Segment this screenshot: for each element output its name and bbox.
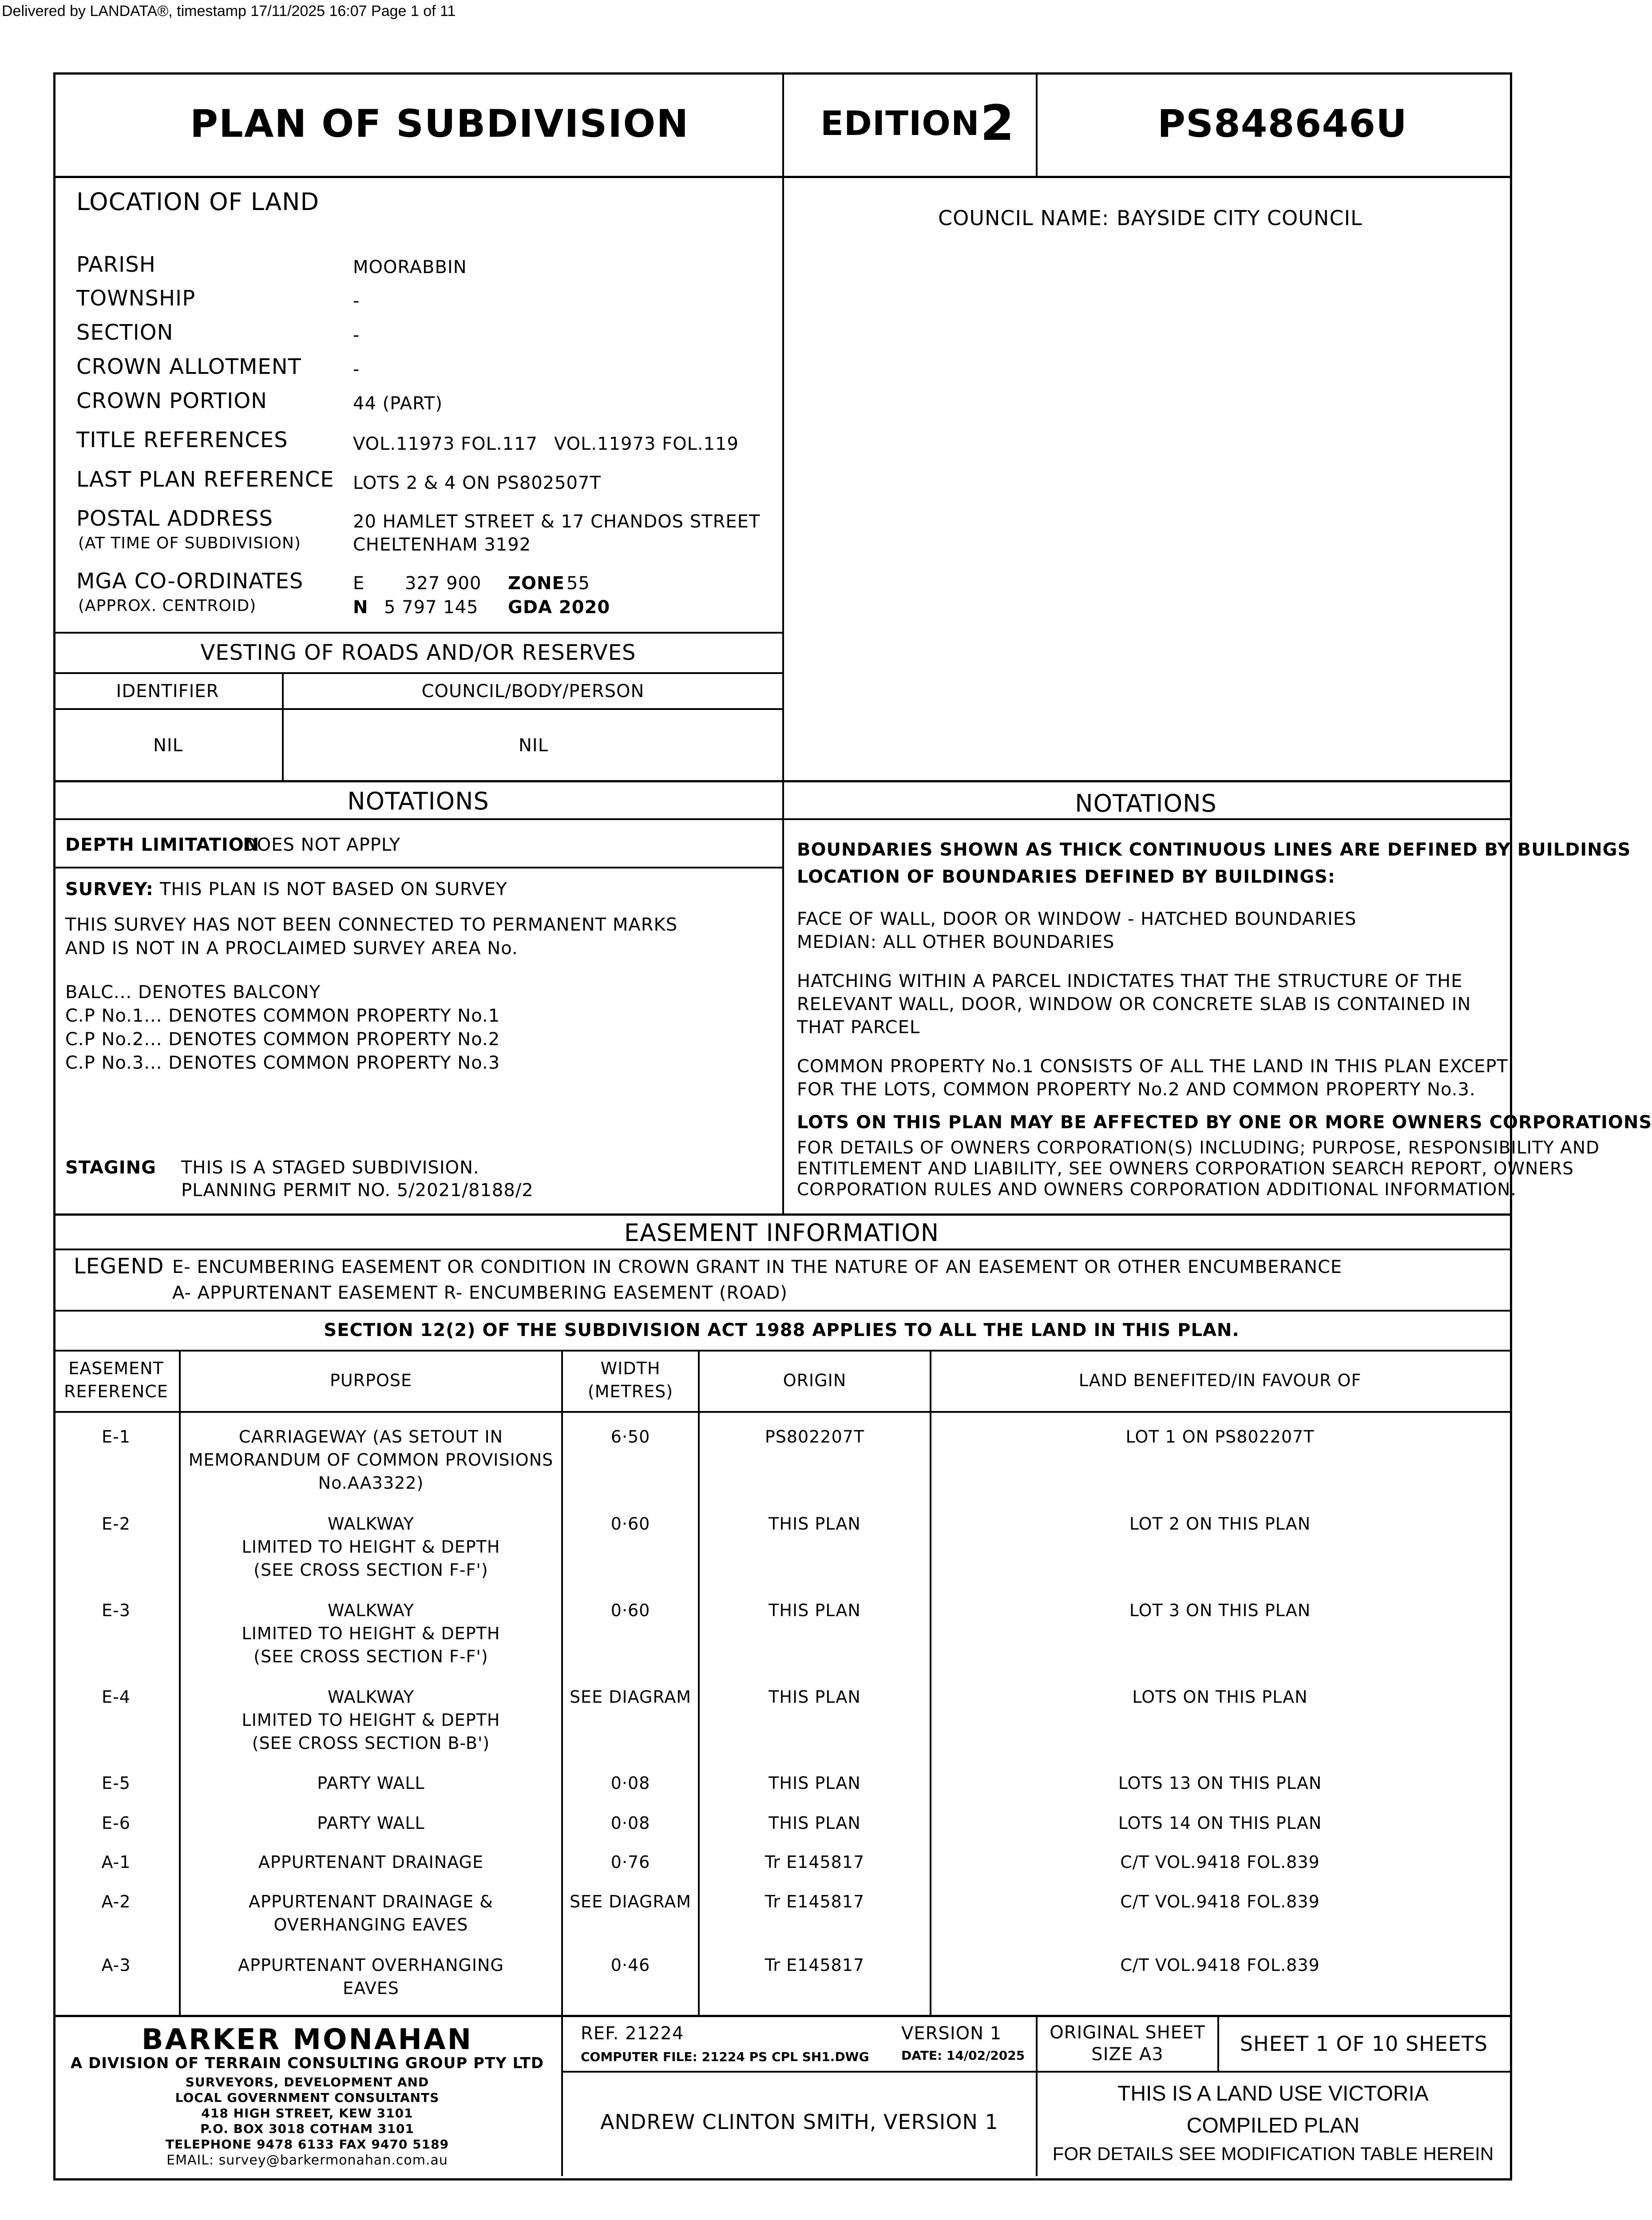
edition-label: EDITION bbox=[820, 103, 980, 143]
hatching-note-line2: RELEVANT WALL, DOOR, WINDOW OR CONCRETE SLAB IS CONTAINED IN bbox=[797, 994, 1471, 1015]
section-12-note: SECTION 12(2) OF THE SUBDIVISION ACT 1988 APPLIES TO ALL THE LAND IN THIS PLAN. bbox=[324, 1320, 1240, 1340]
median-note: MEDIAN: ALL OTHER BOUNDARIES bbox=[797, 932, 1115, 952]
easement-origin: Tr E145817 bbox=[765, 1892, 865, 1911]
vesting-col-council: COUNCIL/BODY/PERSON bbox=[421, 681, 645, 702]
postal-address-label: POSTAL ADDRESS bbox=[76, 506, 273, 531]
easement-width: 0·08 bbox=[610, 1813, 650, 1833]
divider bbox=[53, 176, 1510, 178]
divider bbox=[53, 1213, 1510, 1216]
version: VERSION 1 bbox=[901, 2023, 1002, 2044]
legend-label: LEGEND bbox=[74, 1254, 164, 1279]
depth-limitation-label: DEPTH LIMITATION bbox=[65, 835, 260, 855]
vesting-heading: VESTING OF ROADS AND/OR RESERVES bbox=[200, 640, 636, 665]
staging-line1: THIS IS A STAGED SUBDIVISION. bbox=[181, 1158, 479, 1178]
divider bbox=[930, 1350, 931, 2016]
crown-allotment-label: CROWN ALLOTMENT bbox=[76, 354, 301, 379]
firm-line2: LOCAL GOVERNMENT CONSULTANTS bbox=[175, 2090, 440, 2105]
divider bbox=[53, 1350, 1510, 1352]
boundaries-location-note: LOCATION OF BOUNDARIES DEFINED BY BUILDINGS: bbox=[797, 867, 1335, 887]
column-header-reference: EASEMENT REFERENCE bbox=[64, 1359, 168, 1401]
easement-reference: A-1 bbox=[101, 1852, 131, 1872]
easement-land-benefited: LOT 2 ON THIS PLAN bbox=[1129, 1514, 1311, 1534]
easement-origin: THIS PLAN bbox=[769, 1773, 861, 1793]
easement-width: SEE DIAGRAM bbox=[569, 1892, 692, 1911]
easement-origin: THIS PLAN bbox=[769, 1514, 861, 1534]
reference-number: REF. 21224 bbox=[581, 2023, 684, 2044]
zone-value: 55 bbox=[567, 573, 590, 594]
easement-land-benefited: LOTS ON THIS PLAN bbox=[1132, 1687, 1308, 1707]
divider bbox=[53, 867, 783, 868]
vesting-council-value: NIL bbox=[519, 735, 549, 756]
notations-left-heading: NOTATIONS bbox=[347, 787, 489, 815]
original-sheet-label: ORIGINAL SHEET bbox=[1050, 2022, 1205, 2043]
survey-note-line1: THIS SURVEY HAS NOT BEEN CONNECTED TO PERMANENT MARKS bbox=[65, 915, 678, 935]
title-reference-2: VOL.11973 FOL.119 bbox=[554, 434, 739, 454]
boundaries-note: BOUNDARIES SHOWN AS THICK CONTINUOUS LINES ARE DEFINED BY BUILDINGS bbox=[797, 840, 1631, 860]
firm-line4: P.O. BOX 3018 COTHAM 3101 bbox=[200, 2121, 414, 2136]
easement-land-benefited: C/T VOL.9418 FOL.839 bbox=[1120, 1892, 1320, 1911]
divider bbox=[53, 780, 1510, 782]
easement-reference: E-5 bbox=[102, 1773, 131, 1793]
gda-label: GDA 2020 bbox=[508, 597, 610, 618]
council-name: BAYSIDE CITY COUNCIL bbox=[1117, 206, 1363, 230]
parish-value: MOORABBIN bbox=[353, 257, 467, 278]
location-heading: LOCATION OF LAND bbox=[76, 188, 320, 216]
easement-purpose: PARTY WALL bbox=[317, 1773, 425, 1793]
owners-corporation-line1: FOR DETAILS OF OWNERS CORPORATION(S) INCLUDING; PURPOSE, RESPONSIBILITY AND bbox=[797, 1138, 1600, 1158]
firm-name: BARKER MONAHAN bbox=[141, 2023, 473, 2056]
easement-purpose: APPURTENANT DRAINAGE bbox=[258, 1852, 484, 1872]
easement-purpose: PARTY WALL bbox=[317, 1813, 425, 1833]
crown-allotment-value: - bbox=[353, 359, 360, 380]
crown-portion-label: CROWN PORTION bbox=[76, 388, 268, 413]
crown-portion-value: 44 (PART) bbox=[353, 393, 443, 414]
sheet-count: SHEET 1 OF 10 SHEETS bbox=[1240, 2032, 1488, 2056]
hatching-note-line1: HATCHING WITHIN A PARCEL INDICTATES THAT THE STRUCTURE OF THE bbox=[797, 971, 1463, 991]
easement-reference: A-2 bbox=[101, 1892, 131, 1911]
section-value: - bbox=[353, 325, 360, 345]
easement-purpose: CARRIAGEWAY (AS SETOUT IN MEMORANDUM OF COMMON PROVISIONS No.AA3322) bbox=[188, 1427, 554, 1493]
column-header-land-benefited: LAND BENEFITED/IN FAVOUR OF bbox=[1078, 1371, 1362, 1390]
postal-address-sublabel: (AT TIME OF SUBDIVISION) bbox=[78, 534, 301, 552]
computer-file: COMPUTER FILE: 21224 PS CPL SH1.DWG bbox=[581, 2050, 869, 2064]
easement-origin: Tr E145817 bbox=[765, 1955, 865, 1975]
northing-label: N bbox=[353, 597, 368, 618]
edition-number: 2 bbox=[980, 95, 1015, 151]
easement-width: 6·50 bbox=[610, 1427, 650, 1447]
easement-origin: Tr E145817 bbox=[765, 1852, 865, 1872]
depth-limitation-value: DOES NOT APPLY bbox=[243, 835, 401, 855]
land-use-victoria-line2: COMPILED PLAN bbox=[1186, 2114, 1360, 2137]
delivery-header: Delivered by LANDATA®, timestamp 17/11/2025 16:07 Page 1 of 11 bbox=[2, 3, 456, 20]
divider bbox=[1036, 72, 1038, 176]
easement-origin: THIS PLAN bbox=[769, 1687, 861, 1707]
easement-purpose: WALKWAY LIMITED TO HEIGHT & DEPTH (SEE CROSS SECTION F-F') bbox=[242, 1601, 500, 1666]
divider bbox=[782, 780, 784, 1214]
easement-origin: THIS PLAN bbox=[769, 1813, 861, 1833]
council-label: COUNCIL NAME: bbox=[938, 206, 1109, 230]
township-value: - bbox=[353, 291, 360, 311]
owners-corporation-note: LOTS ON THIS PLAN MAY BE AFFECTED BY ONE OR MORE OWNERS CORPORATIONS bbox=[797, 1112, 1652, 1133]
column-header-width: WIDTH (METRES) bbox=[587, 1359, 673, 1401]
staging-label: STAGING bbox=[65, 1158, 156, 1178]
parish-label: PARISH bbox=[76, 252, 156, 277]
divider bbox=[53, 818, 1510, 820]
divider bbox=[561, 2015, 563, 2176]
common-property-2-notation: C.P No.2... DENOTES COMMON PROPERTY No.2 bbox=[65, 1029, 500, 1050]
divider bbox=[782, 72, 784, 782]
easement-width: 0·60 bbox=[610, 1514, 650, 1534]
original-sheet-size: SIZE A3 bbox=[1091, 2044, 1164, 2065]
easement-origin: THIS PLAN bbox=[769, 1601, 861, 1620]
easement-purpose: WALKWAY LIMITED TO HEIGHT & DEPTH (SEE CROSS SECTION F-F') bbox=[242, 1514, 500, 1580]
easement-reference: E-4 bbox=[102, 1687, 131, 1707]
postal-address-line2: CHELTENHAM 3192 bbox=[353, 535, 531, 555]
easement-width: 0·76 bbox=[610, 1852, 650, 1872]
divider bbox=[53, 2015, 1510, 2017]
face-of-wall-note: FACE OF WALL, DOOR OR WINDOW - HATCHED BOUNDARIES bbox=[797, 909, 1357, 929]
staging-line2: PLANNING PERMIT NO. 5/2021/8188/2 bbox=[181, 1180, 534, 1201]
mga-label: MGA CO-ORDINATES bbox=[76, 569, 304, 594]
easement-width: 0·46 bbox=[610, 1955, 650, 1975]
common-property-note-line2: FOR THE LOTS, COMMON PROPERTY No.2 AND COMMON PROPERTY No.3. bbox=[797, 1079, 1476, 1100]
last-plan-label: LAST PLAN REFERENCE bbox=[76, 467, 334, 492]
easement-land-benefited: LOTS 13 ON THIS PLAN bbox=[1118, 1773, 1322, 1793]
divider bbox=[698, 1350, 700, 2016]
common-property-3-notation: C.P No.3... DENOTES COMMON PROPERTY No.3 bbox=[65, 1053, 500, 1073]
notations-right-heading: NOTATIONS bbox=[1075, 789, 1217, 817]
column-header-purpose: PURPOSE bbox=[329, 1371, 412, 1390]
zone-label: ZONE bbox=[508, 573, 565, 594]
divider bbox=[561, 1350, 563, 2016]
easement-purpose: WALKWAY LIMITED TO HEIGHT & DEPTH (SEE CROSS SECTION B-B') bbox=[242, 1687, 500, 1753]
divider bbox=[53, 1310, 1510, 1312]
firm-line1: SURVEYORS, DEVELOPMENT AND bbox=[185, 2075, 429, 2089]
easement-origin: PS802207T bbox=[765, 1427, 865, 1447]
easement-reference: E-1 bbox=[102, 1427, 131, 1447]
divider bbox=[53, 632, 783, 634]
divider bbox=[561, 2071, 1510, 2073]
last-plan-value: LOTS 2 & 4 ON PS802507T bbox=[353, 473, 601, 493]
common-property-1-notation: C.P No.1... DENOTES COMMON PROPERTY No.1 bbox=[65, 1006, 500, 1026]
township-label: TOWNSHIP bbox=[76, 286, 196, 311]
owners-corporation-line3: CORPORATION RULES AND OWNERS CORPORATION ADDITIONAL INFORMATION. bbox=[797, 1180, 1517, 1200]
firm-line3: 418 HIGH STREET, KEW 3101 bbox=[201, 2106, 413, 2121]
easement-reference: E-6 bbox=[102, 1813, 131, 1833]
vesting-col-identifier: IDENTIFIER bbox=[116, 681, 219, 702]
legend-line1: E- ENCUMBERING EASEMENT OR CONDITION IN CROWN GRANT IN THE NATURE OF AN EASEMENT OR OTHER ENCUMBERANCE bbox=[172, 1257, 1343, 1277]
divider bbox=[53, 708, 783, 710]
easement-heading: EASEMENT INFORMATION bbox=[624, 1219, 939, 1247]
plan-date: DATE: 14/02/2025 bbox=[901, 2048, 1025, 2063]
common-property-note-line1: COMMON PROPERTY No.1 CONSISTS OF ALL THE LAND IN THIS PLAN EXCEPT bbox=[797, 1056, 1508, 1077]
easement-purpose: APPURTENANT DRAINAGE & OVERHANGING EAVES bbox=[249, 1892, 493, 1935]
easting-value: 327 900 bbox=[405, 573, 482, 594]
section-label: SECTION bbox=[76, 320, 174, 345]
plan-number: PS848646U bbox=[1157, 102, 1407, 146]
legend-line2: A- APPURTENANT EASEMENT R- ENCUMBERING EASEMENT (ROAD) bbox=[172, 1283, 788, 1303]
easement-purpose: APPURTENANT OVERHANGING EAVES bbox=[238, 1955, 504, 1998]
mga-sublabel: (APPROX. CENTROID) bbox=[78, 597, 257, 615]
surveyor-name: ANDREW CLINTON SMITH, VERSION 1 bbox=[600, 2110, 998, 2134]
divider bbox=[53, 672, 783, 674]
easement-land-benefited: C/T VOL.9418 FOL.839 bbox=[1120, 1852, 1320, 1872]
survey-note-line2: AND IS NOT IN A PROCLAIMED SURVEY AREA No. bbox=[65, 938, 518, 959]
balcony-notation: BALC... DENOTES BALCONY bbox=[65, 982, 321, 1003]
divider bbox=[53, 1249, 1510, 1250]
title-reference-1: VOL.11973 FOL.117 bbox=[353, 434, 538, 454]
land-use-victoria-line3: FOR DETAILS SEE MODIFICATION TABLE HEREIN bbox=[1052, 2143, 1494, 2164]
firm-line5: TELEPHONE 9478 6133 FAX 9470 5189 bbox=[165, 2137, 449, 2152]
easement-width: SEE DIAGRAM bbox=[569, 1687, 692, 1707]
survey-label: SURVEY: bbox=[65, 879, 154, 900]
easement-reference: E-3 bbox=[102, 1601, 131, 1620]
land-use-victoria-line1: THIS IS A LAND USE VICTORIA bbox=[1117, 2082, 1429, 2105]
northing-value: 5 797 145 bbox=[384, 597, 479, 618]
divider bbox=[53, 1411, 1510, 1413]
column-header-origin: ORIGIN bbox=[783, 1371, 847, 1390]
survey-value: THIS PLAN IS NOT BASED ON SURVEY bbox=[160, 879, 507, 900]
easement-width: 0·60 bbox=[610, 1601, 650, 1620]
easement-reference: A-3 bbox=[101, 1955, 131, 1975]
easting-label: E bbox=[353, 573, 365, 594]
easement-land-benefited: LOT 3 ON THIS PLAN bbox=[1129, 1601, 1311, 1620]
easement-land-benefited: LOT 1 ON PS802207T bbox=[1125, 1427, 1315, 1447]
firm-email: EMAIL: survey@barkermonahan.com.au bbox=[166, 2153, 448, 2168]
owners-corporation-line2: ENTITLEMENT AND LIABILITY, SEE OWNERS CORPORATION SEARCH REPORT, OWNERS bbox=[797, 1159, 1574, 1179]
easement-reference: E-2 bbox=[102, 1514, 131, 1534]
firm-division: A DIVISION OF TERRAIN CONSULTING GROUP PTY LTD bbox=[70, 2054, 544, 2072]
vesting-identifier-value: NIL bbox=[153, 735, 183, 756]
easement-width: 0·08 bbox=[610, 1773, 650, 1793]
title-references-label: TITLE REFERENCES bbox=[76, 428, 288, 452]
easement-land-benefited: C/T VOL.9418 FOL.839 bbox=[1120, 1955, 1320, 1975]
postal-address-line1: 20 HAMLET STREET & 17 CHANDOS STREET bbox=[353, 511, 761, 532]
hatching-note-line3: THAT PARCEL bbox=[797, 1017, 920, 1038]
easement-land-benefited: LOTS 14 ON THIS PLAN bbox=[1118, 1813, 1322, 1833]
page-title: PLAN OF SUBDIVISION bbox=[190, 102, 689, 146]
